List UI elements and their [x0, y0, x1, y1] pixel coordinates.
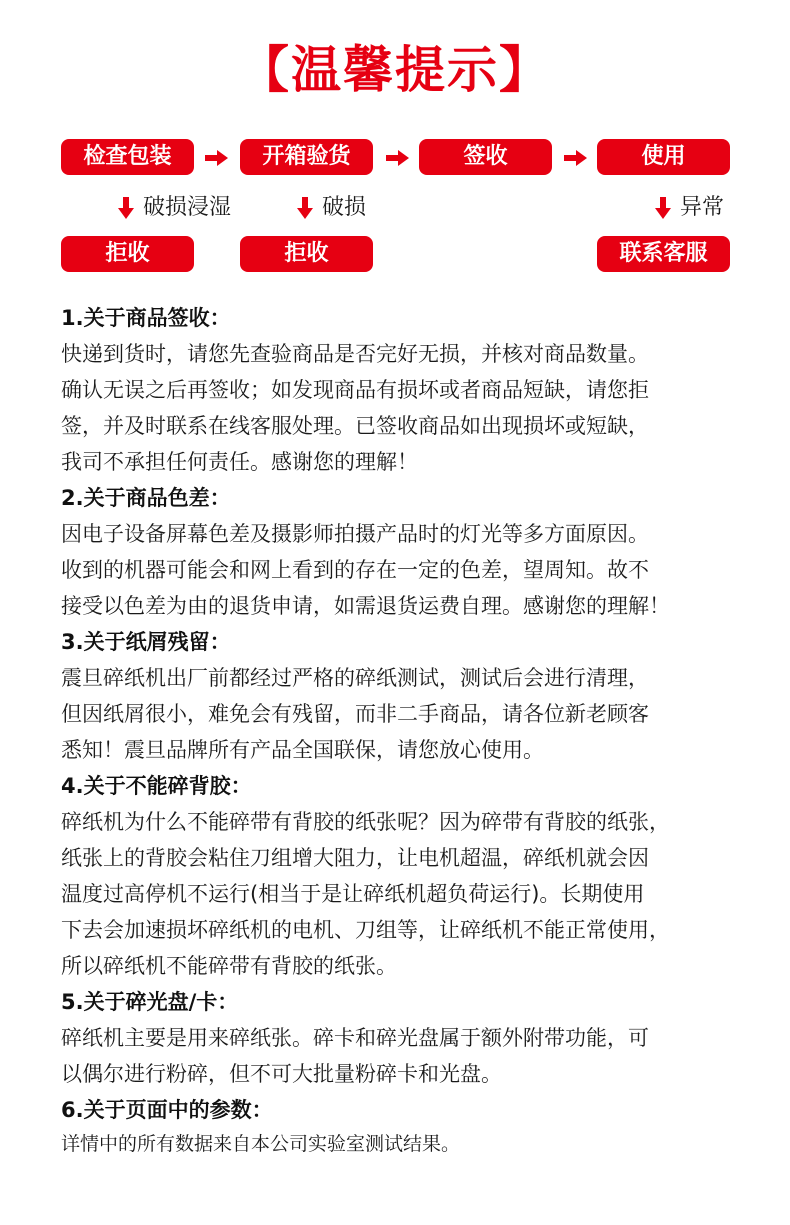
section-parameters [61, 1092, 751, 1160]
section-line: 碎纸机主要是用来碎纸张。碎卡和碎光盘属于额外附带功能，可 [61, 1026, 649, 1050]
result-contact-service: 联系客服 [597, 236, 730, 272]
branch-label-abnormal: 异常 [680, 195, 725, 220]
section-line: 收到的机器可能会和网上看到的存在一定的色差，望周知。故不 [61, 558, 649, 582]
step-open-inspect: 开箱验货 [240, 139, 373, 175]
section-heading: 4.关于不能碎背胶： [61, 774, 252, 798]
result-reject-1: 拒收 [61, 236, 194, 272]
section-heading: 1.关于商品签收： [61, 306, 231, 330]
step-use: 使用 [597, 139, 730, 175]
section-line: 确认无误之后再签收；如发现商品有损坏或者商品短缺，请您拒 [61, 378, 649, 402]
section-line: 震旦碎纸机出厂前都经过严格的碎纸测试，测试后会进行清理， [61, 666, 649, 690]
step-check-package: 检查包装 [61, 139, 194, 175]
section-line: 我司不承担任何责任。感谢您的理解！ [61, 450, 418, 474]
section-line: 下去会加速损坏碎纸机的电机、刀组等，让碎纸机不能正常使用， [61, 918, 670, 942]
section-line: 接受以色差为由的退货申请，如需退货运费自理。感谢您的理解！ [61, 594, 670, 618]
section-adhesive-paper [61, 768, 751, 984]
section-heading: 6.关于页面中的参数： [61, 1098, 273, 1122]
section-heading: 5.关于碎光盘/卡： [61, 990, 239, 1014]
section-line: 悉知！震旦品牌所有产品全国联保，请您放心使用。 [61, 738, 544, 762]
section-line: 纸张上的背胶会粘住刀组增大阻力，让电机超温，碎纸机就会因 [61, 846, 649, 870]
notice-content [61, 300, 751, 1160]
branch-label-damaged-wet: 破损浸湿 [143, 195, 232, 220]
arrow-down-icon [118, 197, 134, 219]
section-line: 所以碎纸机不能碎带有背胶的纸张。 [61, 954, 397, 978]
section-line: 但因纸屑很小，难免会有残留，而非二手商品，请各位新老顾客 [61, 702, 649, 726]
branch-label-damaged: 破损 [322, 195, 367, 220]
section-heading: 2.关于商品色差： [61, 486, 231, 510]
section-line: 详情中的所有数据来自本公司实验室测试结果。 [61, 1133, 461, 1155]
arrow-down-icon [655, 197, 671, 219]
section-line: 碎纸机为什么不能碎带有背胶的纸张呢？因为碎带有背胶的纸张， [61, 810, 670, 834]
section-line: 以偶尔进行粉碎，但不可大批量粉碎卡和光盘。 [61, 1062, 502, 1086]
arrow-down-icon [297, 197, 313, 219]
section-line: 温度过高停机不运行(相当于是让碎纸机超负荷运行)。长期使用 [61, 882, 645, 906]
section-disc-card [61, 984, 751, 1092]
section-paper-residue [61, 624, 751, 768]
section-heading: 3.关于纸屑残留： [61, 630, 231, 654]
section-color-difference [61, 480, 751, 624]
section-line: 快递到货时，请您先查验商品是否完好无损，并核对商品数量。 [61, 342, 649, 366]
page-title: 【温馨提示】 [239, 41, 551, 99]
section-receipt [61, 300, 751, 480]
section-line: 因电子设备屏幕色差及摄影师拍摄产品时的灯光等多方面原因。 [61, 522, 649, 546]
step-sign-receipt: 签收 [419, 139, 552, 175]
result-reject-2: 拒收 [240, 236, 373, 272]
section-line: 签，并及时联系在线客服处理。已签收商品如出现损坏或短缺， [61, 414, 649, 438]
